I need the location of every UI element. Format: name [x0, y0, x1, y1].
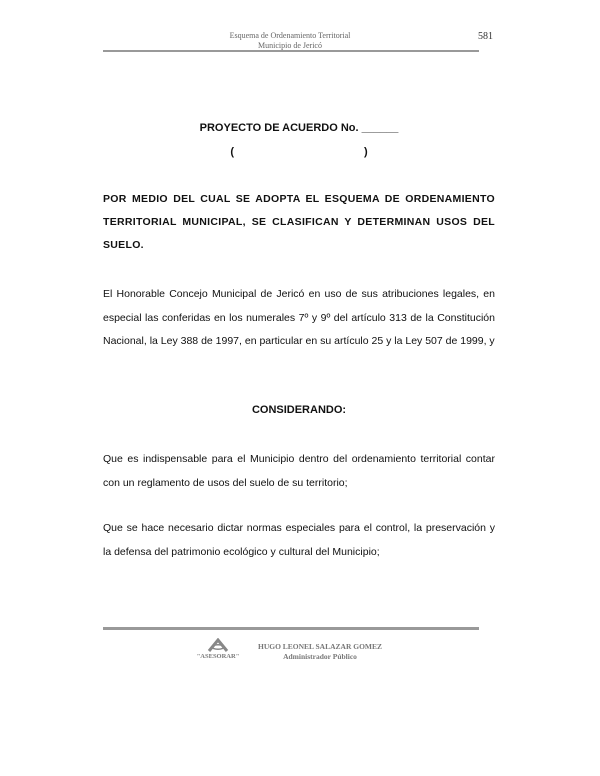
header-divider [103, 50, 479, 52]
paren-open: ( [230, 146, 234, 158]
logo-text: "ASESORAR" [196, 653, 240, 660]
footer-name: HUGO LEONEL SALAZAR GOMEZ [258, 642, 382, 651]
footer-logo [188, 638, 248, 660]
document-heading: POR MEDIO DEL CUAL SE ADOPTA EL ESQUEMA DE ORDENAMIENTO TERRITORIAL MUNICIPAL, SE CLASIFICAN Y DETERMINAN USOS DEL SUELO. [103, 193, 495, 251]
title-parentheses [103, 146, 495, 158]
footer-signature [255, 642, 385, 662]
header-line-1: Esquema de Ordenamiento Territorial [229, 31, 351, 40]
paragraph-preamble: El Honorable Concejo Municipal de Jericó en uso de sus atribuciones legales, en especial las conferidas en los numerales 7º y 9º del artículo 313 de la Constitución Nacional, la Ley 388 de 1997, en particular en su artículo 25 y la Ley 507 de 1999, y [103, 288, 495, 347]
header-title [190, 31, 390, 51]
paragraph-considerando-1: Que es indispensable para el Municipio dentro del ordenamiento territorial contar con un reglamento de usos del suelo de su territorio; [103, 453, 495, 489]
paragraph-considerando-2: Que se hace necesario dictar normas especiales para el control, la preservación y la defensa del patrimonio ecológico y cultural del Municipio; [103, 522, 495, 558]
page-number: 581 [478, 31, 493, 42]
asesorar-logo-icon [207, 638, 229, 652]
document-title: PROYECTO DE ACUERDO No. ______ [199, 122, 399, 134]
paren-close: ) [364, 146, 368, 158]
footer-divider [103, 627, 479, 630]
considerando-heading: CONSIDERANDO: [251, 404, 347, 416]
header-line-2: Municipio de Jericó [258, 41, 322, 50]
footer-role: Administrador Público [283, 652, 357, 661]
